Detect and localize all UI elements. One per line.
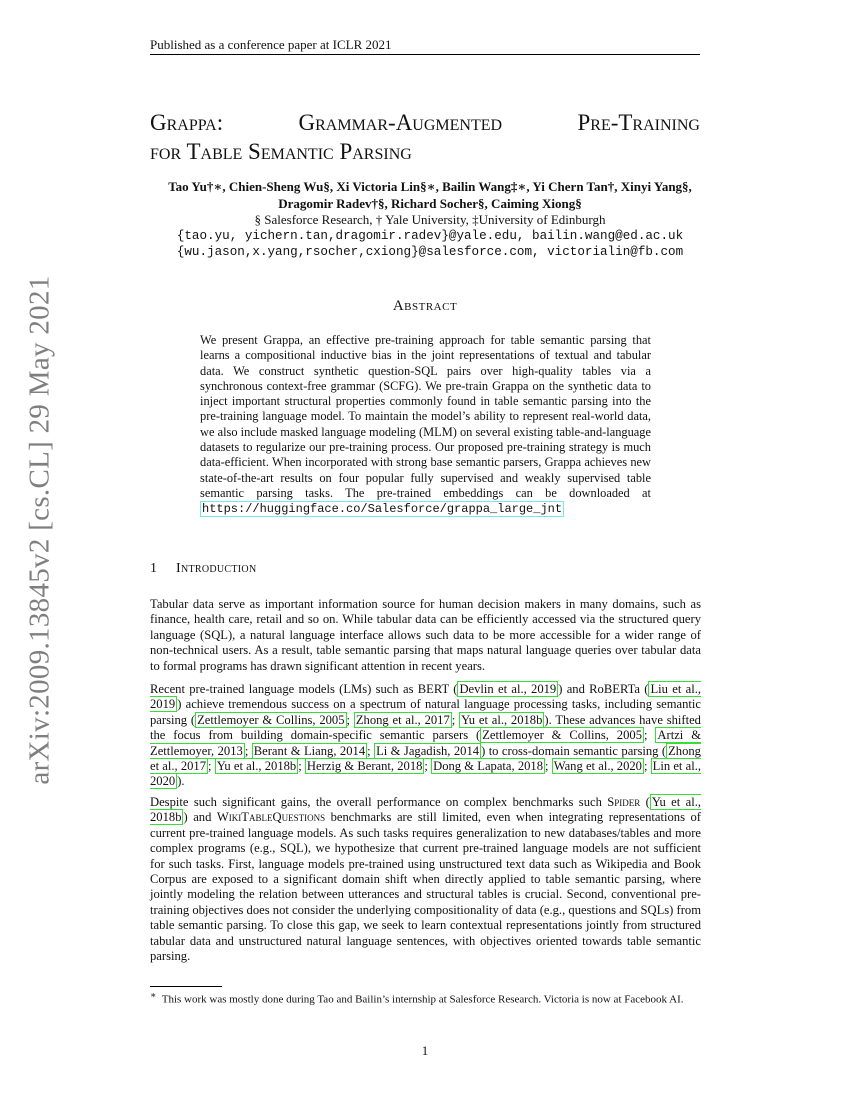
dataset-name-wikitablequestions: WikiTableQuestions (216, 810, 326, 825)
authors-line-2: Dragomir Radev†§, Richard Socher§, Caiming Xiong§ (278, 196, 582, 211)
citation-zettlemoyer-2005[interactable]: Zettlemoyer & Collins, 2005 (482, 728, 642, 743)
citation-berant-2014[interactable]: Berant & Liang, 2014 (253, 743, 366, 758)
abstract-body (200, 333, 651, 518)
footnote (150, 988, 701, 1007)
affiliations: § Salesforce Research, † Yale University, ‡University of Edinburgh (254, 212, 606, 227)
grappa-download-link[interactable]: https://huggingface.co/Salesforce/grappa_large_jnt (202, 502, 563, 517)
abstract-text: We present Grappa, an effective pre-training approach for table semantic parsing that learns a compositional inductive bias in the joint representations of textual and tabular data. We construct synthetic question-SQL pairs over high-quality tables via a synchronous context-free grammar (SCFG). We pre-train Grappa on the synthetic data to inject important structural properties commonly found in table semantic parsing into the pre-training language model. To maintain the model’s ability to represent real-world data, we also include masked language modeling (MLM) on several existing table-and-language datasets to regularize our pre-training process. Our proposed pre-training strategy is much data-efficient. When incorporated with strong base semantic parsers, Grappa achieves new state-of-the-art results on four popular fully supervised and weakly supervised table semantic parsing tasks. The pre-trained embeddings can be downloaded at (200, 333, 651, 500)
title-word-2: Grammar-Augmented (298, 110, 503, 135)
abstract-heading: Abstract (392, 298, 458, 314)
title-word-3: Pre-Training (577, 110, 700, 135)
author-list (150, 178, 710, 212)
emails-line-1: {tao.yu, yichern.tan,dragomir.radev}@yale.edu, bailin.wang@ed.ac.uk (176, 229, 684, 243)
citation-dong-2018[interactable]: Dong & Lapata, 2018 (433, 759, 544, 774)
citation-herzig-2018[interactable]: Herzig & Berant, 2018 (306, 759, 423, 774)
citation-zettlemoyer-2005[interactable]: Zettlemoyer & Collins, 2005 (197, 712, 345, 727)
footnote-rule (150, 986, 222, 987)
citation-li-2014[interactable]: Li & Jagadish, 2014 (376, 743, 480, 758)
intro-paragraph-2: Recent pre-trained language models (LMs) such as BERT ( Devlin et al., 2019 ) and RoBERTa ( Liu et al., 2019 ) achieve tremendous success on a spectrum of natural language processing tasks, including semantic parsing ( Zettlemoyer & Collins, 2005 ; Zhong et al., 2017 ; Yu et al., 2018b ). These advances have shifted the focus from building domain-specific semantic parsers ( Zettlemoyer & Collins, 2005 ; Artzi & Zettlemoyer, 2013 ; Berant & Liang, 2014 ; Li & Jagadish, 2014 ) to cross-domain semantic parsing ( Zhong et al., 2017 ; Yu et al., 2018b ; Herzig & Berant, 2018 ; Dong & Lapata, 2018 ; Wang et al., 2020 ; Lin et al., 2020 ). (150, 682, 701, 789)
footnote-mark: ∗ (150, 990, 157, 1000)
paper-title (150, 108, 710, 166)
emails-line-2: {wu.jason,x.yang,rsocher,cxiong}@salesforce.com, victorialin@fb.com (176, 245, 684, 259)
author-emails (150, 228, 710, 260)
citation-yu-2018b[interactable]: Yu et al., 2018b (461, 712, 543, 727)
citation-lin-2020[interactable]: Lin et al., 2020 (150, 759, 701, 789)
footnote-text: This work was mostly done during Tao and Bailin’s internship at Salesforce Research. Victoria is now at Facebook AI. (161, 993, 684, 1006)
intro-paragraph-3: Despite such significant gains, the overall performance on complex benchmarks such Spider ( Yu et al., 2018b ) and WikiTableQuestions benchmarks are still limited, even when integrating representations of current pre-trained language models. As such tasks requires generalization to new databases/tables and more complex programs (e.g., SQL), we hypothesize that current pre-trained language models are not sufficient for such tasks. First, language models pre-trained using unstructured text data such as Wikipedia and Book Corpus are exposed to a significant domain shift when directly applied to table semantic parsing, where jointly modeling the relation between utterances and structural tables is crucial. Second, conventional pre-training objectives does not consider the underlying compositionality of data (e.g., questions and SQLs) from table semantic parsing. To close this gap, we seek to learn contextual representations jointly from structured tabular data and unstructured natural language sentences, with objectives oriented towards table semantic parsing. (150, 795, 701, 964)
citation-yu-2018b[interactable]: Yu et al., 2018b (150, 795, 701, 825)
citation-artzi-2013[interactable]: Artzi & Zettlemoyer, 2013 (150, 728, 701, 758)
title-word-1: Grappa: (150, 110, 224, 135)
intro-paragraph-1: Tabular data serve as important information source for human decision makers in many domains, such as finance, health care, retail and so on. While tabular data can be efficiently accessed via the structured query language (SQL), a natural language interface allows such data to be more accessible for a wider range of non-technical users. As a result, table semantic parsing that maps natural language queries over tabular data to formal programs has drawn significant attention in recent years. (150, 597, 701, 673)
citation-yu-2018b[interactable]: Yu et al., 2018b (216, 759, 297, 774)
authors-line-1: Tao Yu†∗, Chien-Sheng Wu§, Xi Victoria Lin§∗, Bailin Wang‡∗, Yi Chern Tan†, Xinyi Yang§, (168, 179, 692, 194)
citation-liu-2019[interactable]: Liu et al., 2019 (150, 682, 701, 712)
arxiv-id: arXiv:2009.13845v2 [cs.CL] 29 May 2021 (23, 275, 56, 785)
page-number: 1 (421, 1043, 429, 1058)
citation-zhong-2017[interactable]: Zhong et al., 2017 (355, 712, 450, 727)
section-number: 1 (150, 561, 158, 576)
title-line-2: for Table Semantic Parsing (150, 139, 412, 164)
section-heading-introduction (150, 561, 256, 577)
header-rule (150, 54, 700, 55)
citation-zhong-2017[interactable]: Zhong et al., 2017 (150, 743, 701, 774)
section-title: Introduction (176, 561, 257, 576)
citation-wang-2020[interactable]: Wang et al., 2020 (553, 759, 642, 774)
citation-devlin-2019[interactable]: Devlin et al., 2019 (459, 682, 557, 696)
dataset-name-spider: Spider (607, 795, 641, 809)
running-header: Published as a conference paper at ICLR 2021 (150, 37, 392, 52)
